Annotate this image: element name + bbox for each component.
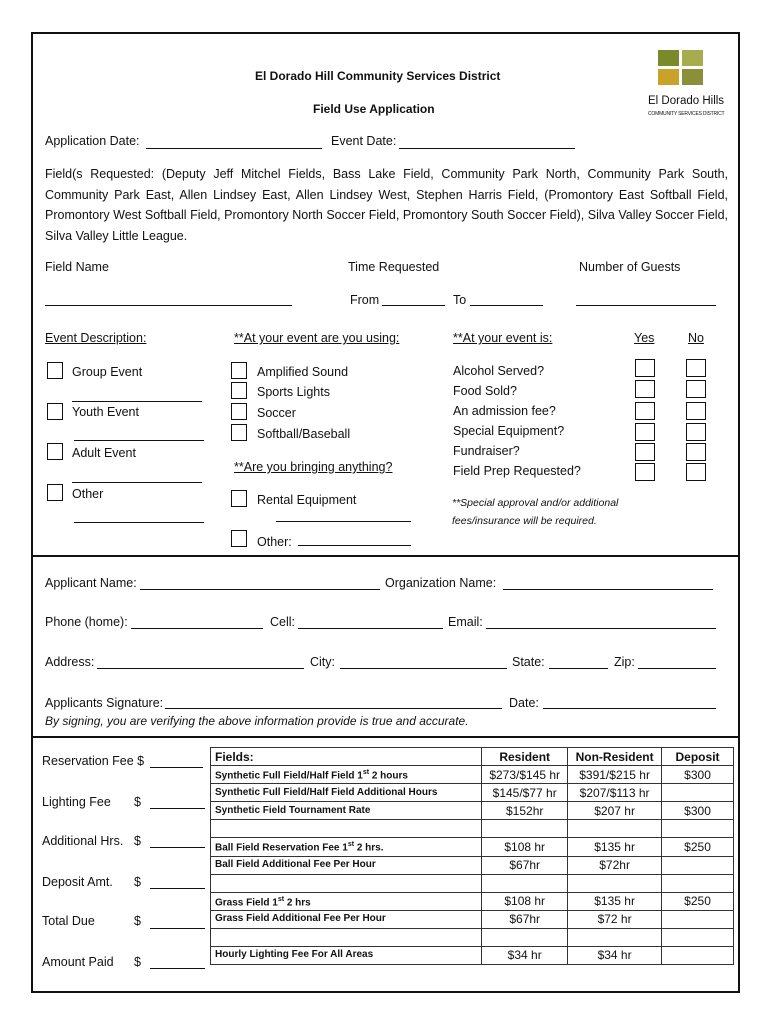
no-checkbox[interactable] — [686, 359, 706, 377]
fee-resident-cell: $152hr — [482, 802, 568, 820]
from-label: From — [350, 293, 380, 307]
fields-requested-text: Field(s Requested: (Deputy Jeff Mitchel Fields, Bass Lake Field, Community Park North, Community Park South, Community Park East, Allen Lindsey East, Allen Lindsey West, Stephen Harris Field, (Promontory East Softball Field, Promontory West Softball Field, Promontory North Soccer Field, Promontory South Soccer Field), Silva Valley Soccer Field, Silva Valley Little League. — [45, 167, 728, 243]
other-bringing-line[interactable] — [298, 545, 411, 546]
signature-date-label: Date: — [509, 696, 539, 710]
fee-deposit-cell: $250 — [662, 838, 734, 856]
youth-event-line[interactable] — [74, 440, 204, 441]
amount-paid-dollar: $ — [134, 955, 141, 969]
amount-paid-input[interactable] — [150, 968, 205, 969]
additional-hours-dollar: $ — [134, 834, 141, 848]
no-checkbox[interactable] — [686, 423, 706, 441]
table-row — [211, 856, 734, 874]
event-date-field[interactable] — [399, 148, 575, 149]
fee-nonresident-cell — [568, 928, 662, 946]
applicant-name-input[interactable] — [140, 589, 380, 590]
question-field-prep: Field Prep Requested? — [453, 464, 581, 478]
question-food: Food Sold? — [453, 384, 517, 398]
table-row — [211, 802, 734, 820]
form-title: Field Use Application — [313, 102, 435, 116]
fee-deposit-cell — [662, 856, 734, 874]
field-name-input[interactable] — [45, 305, 292, 306]
deposit-amount-dollar: $ — [134, 875, 141, 889]
bringing-header: **Are you bringing anything? — [234, 460, 393, 474]
fee-field-cell — [211, 928, 482, 946]
header-nonresident: Non-Resident — [568, 748, 662, 766]
city-input[interactable] — [340, 668, 507, 669]
adult-event-checkbox[interactable] — [47, 443, 63, 460]
other-event-checkbox[interactable] — [47, 484, 63, 501]
fee-resident-cell: $145/$77 hr — [482, 784, 568, 802]
table-row — [211, 820, 734, 838]
yes-checkbox[interactable] — [635, 380, 655, 398]
total-due-input[interactable] — [150, 928, 205, 929]
fee-resident-cell: $108 hr — [482, 838, 568, 856]
fee-nonresident-cell — [568, 820, 662, 838]
fee-deposit-cell: $300 — [662, 802, 734, 820]
adult-event-line[interactable] — [72, 482, 202, 483]
org-name: El Dorado Hill Community Services District — [255, 69, 501, 83]
no-header: No — [688, 331, 704, 345]
table-header-row — [211, 748, 734, 766]
event-date-label: Event Date: — [331, 134, 397, 148]
reservation-fee-label: Reservation Fee $ — [42, 754, 145, 768]
fee-field-cell: Synthetic Full Field/Half Field Additional Hours — [211, 784, 482, 802]
lighting-fee-dollar: $ — [134, 795, 141, 809]
question-fundraiser: Fundraiser? — [453, 444, 520, 458]
fee-resident-cell: $67hr — [482, 856, 568, 874]
event-is-header: **At your event is: — [453, 331, 553, 345]
table-row — [211, 946, 734, 964]
fee-field-cell: Ball Field Additional Fee Per Hour — [211, 856, 482, 874]
using-header: **At your event are you using: — [234, 331, 400, 345]
lighting-fee-label: Lighting Fee — [42, 795, 111, 809]
no-checkbox[interactable] — [686, 380, 706, 398]
field-name-label: Field Name — [45, 260, 109, 274]
sports-lights-label: Sports Lights — [257, 385, 330, 399]
fee-deposit-cell — [662, 874, 734, 892]
fee-field-cell: Ball Field Reservation Fee 1st 2 hrs. — [211, 838, 482, 856]
fee-resident-cell — [482, 820, 568, 838]
yes-checkbox[interactable] — [635, 402, 655, 420]
adult-event-label: Adult Event — [72, 446, 136, 460]
fee-deposit-cell: $300 — [662, 766, 734, 784]
fee-field-cell: Synthetic Full Field/Half Field 1st 2 hours — [211, 766, 482, 784]
yes-checkbox[interactable] — [635, 423, 655, 441]
fee-schedule-table — [210, 747, 734, 965]
fee-deposit-cell — [662, 910, 734, 928]
fee-nonresident-cell: $391/$215 hr — [568, 766, 662, 784]
fee-nonresident-cell: $135 hr — [568, 838, 662, 856]
amplified-sound-checkbox[interactable] — [231, 362, 247, 379]
logo-name: El Dorado Hills — [648, 95, 725, 107]
section-divider-2 — [31, 736, 739, 738]
phone-input[interactable] — [131, 628, 263, 629]
group-event-label: Group Event — [72, 365, 143, 379]
time-requested-label: Time Requested — [348, 260, 440, 274]
question-equipment: Special Equipment? — [453, 424, 565, 438]
zip-input[interactable] — [638, 668, 716, 669]
email-input[interactable] — [486, 628, 716, 629]
fee-deposit-cell — [662, 820, 734, 838]
deposit-amount-input[interactable] — [150, 888, 205, 889]
header-resident: Resident — [482, 748, 568, 766]
question-alcohol: Alcohol Served? — [453, 364, 545, 378]
youth-event-checkbox[interactable] — [47, 403, 63, 420]
table-row — [211, 928, 734, 946]
fee-resident-cell — [482, 928, 568, 946]
no-checkbox[interactable] — [686, 402, 706, 420]
group-event-line[interactable] — [72, 401, 202, 402]
event-description-header: Event Description: — [45, 331, 147, 345]
logo-tile-icon — [658, 69, 679, 85]
lighting-fee-input[interactable] — [150, 808, 205, 809]
organization-name-label: Organization Name: — [385, 576, 497, 590]
yes-header: Yes — [634, 331, 655, 345]
fee-nonresident-cell: $34 hr — [568, 946, 662, 964]
state-input[interactable] — [549, 668, 608, 669]
email-label: Email: — [448, 615, 483, 629]
fee-nonresident-cell: $207 hr — [568, 802, 662, 820]
table-row — [211, 766, 734, 784]
fee-field-cell — [211, 820, 482, 838]
cell-label: Cell: — [270, 615, 296, 629]
reservation-fee-input[interactable] — [150, 767, 203, 768]
total-due-label: Total Due — [42, 914, 95, 928]
soccer-label: Soccer — [257, 406, 296, 420]
header-fields: Fields: — [211, 748, 482, 766]
special-approval-note-2: fees/insurance will be required. — [452, 515, 597, 527]
youth-event-label: Youth Event — [72, 405, 139, 419]
fee-nonresident-cell: $72hr — [568, 856, 662, 874]
application-date-label: Application Date: — [45, 134, 140, 148]
fee-field-cell: Grass Field Additional Fee Per Hour — [211, 910, 482, 928]
other-event-label: Other — [72, 487, 104, 501]
signature-label: Applicants Signature: — [45, 696, 164, 710]
signature-disclaimer: By signing, you are verifying the above information provide is true and accurate. — [45, 714, 469, 728]
soccer-checkbox[interactable] — [231, 403, 247, 420]
signature-input[interactable] — [165, 708, 502, 709]
time-to-input[interactable] — [470, 305, 543, 306]
application-date-field[interactable] — [146, 148, 322, 149]
phone-label: Phone (home): — [45, 615, 128, 629]
section-divider-1 — [31, 555, 739, 557]
fee-resident-cell: $108 hr — [482, 892, 568, 910]
rental-equipment-line[interactable] — [276, 521, 411, 522]
other-event-line[interactable] — [74, 522, 204, 523]
question-admission: An admission fee? — [453, 404, 556, 418]
logo-mark — [658, 50, 704, 86]
address-label: Address: — [45, 655, 95, 669]
table-row — [211, 892, 734, 910]
rental-equipment-checkbox[interactable] — [231, 490, 247, 507]
guests-label: Number of Guests — [579, 260, 681, 274]
fee-deposit-cell — [662, 784, 734, 802]
to-label: To — [453, 293, 467, 307]
amount-paid-label: Amount Paid — [42, 955, 114, 969]
softball-label: Softball/Baseball — [257, 427, 351, 441]
other-bringing-label: Other: — [257, 535, 292, 549]
logo-tile-icon — [682, 69, 703, 85]
organization-name-input[interactable] — [503, 589, 713, 590]
fee-deposit-cell — [662, 946, 734, 964]
fee-nonresident-cell — [568, 874, 662, 892]
total-due-dollar: $ — [134, 914, 141, 928]
guests-input[interactable] — [576, 305, 716, 306]
special-approval-note-1: **Special approval and/or additional — [452, 497, 619, 509]
fee-resident-cell: $273/$145 hr — [482, 766, 568, 784]
logo-tile-icon — [682, 50, 703, 66]
fee-deposit-cell — [662, 928, 734, 946]
fee-field-cell — [211, 874, 482, 892]
table-row — [211, 910, 734, 928]
applicant-name-label: Applicant Name: — [45, 576, 137, 590]
additional-hours-label: Additional Hrs. — [42, 834, 124, 848]
address-input[interactable] — [97, 668, 304, 669]
fee-field-cell: Synthetic Field Tournament Rate — [211, 802, 482, 820]
time-from-input[interactable] — [382, 305, 445, 306]
fee-field-cell: Grass Field 1st 2 hrs — [211, 892, 482, 910]
table-row — [211, 874, 734, 892]
no-checkbox[interactable] — [686, 443, 706, 461]
deposit-amount-label: Deposit Amt. — [42, 875, 113, 889]
table-row — [211, 784, 734, 802]
fee-resident-cell — [482, 874, 568, 892]
fee-resident-cell: $34 hr — [482, 946, 568, 964]
zip-label: Zip: — [614, 655, 635, 669]
no-checkbox[interactable] — [686, 463, 706, 481]
header-deposit: Deposit — [662, 748, 734, 766]
table-row — [211, 838, 734, 856]
fee-nonresident-cell: $207/$113 hr — [568, 784, 662, 802]
group-event-checkbox[interactable] — [47, 362, 63, 379]
cell-input[interactable] — [298, 628, 443, 629]
amplified-sound-label: Amplified Sound — [257, 365, 349, 379]
fee-resident-cell: $67hr — [482, 910, 568, 928]
additional-hours-input[interactable] — [150, 847, 205, 848]
city-label: City: — [310, 655, 335, 669]
sports-lights-checkbox[interactable] — [231, 382, 247, 399]
rental-equipment-label: Rental Equipment — [257, 493, 357, 507]
state-label: State: — [512, 655, 545, 669]
logo-subtitle: COMMUNITY SERVICES DISTRICT — [648, 111, 725, 117]
yes-checkbox[interactable] — [635, 359, 655, 377]
fee-nonresident-cell: $135 hr — [568, 892, 662, 910]
yes-checkbox[interactable] — [635, 463, 655, 481]
signature-date-input[interactable] — [543, 708, 716, 709]
other-bringing-checkbox[interactable] — [231, 530, 247, 547]
logo-tile-icon — [658, 50, 679, 66]
fee-nonresident-cell: $72 hr — [568, 910, 662, 928]
fee-field-cell: Hourly Lighting Fee For All Areas — [211, 946, 482, 964]
yes-checkbox[interactable] — [635, 443, 655, 461]
fee-deposit-cell: $250 — [662, 892, 734, 910]
softball-checkbox[interactable] — [231, 424, 247, 441]
